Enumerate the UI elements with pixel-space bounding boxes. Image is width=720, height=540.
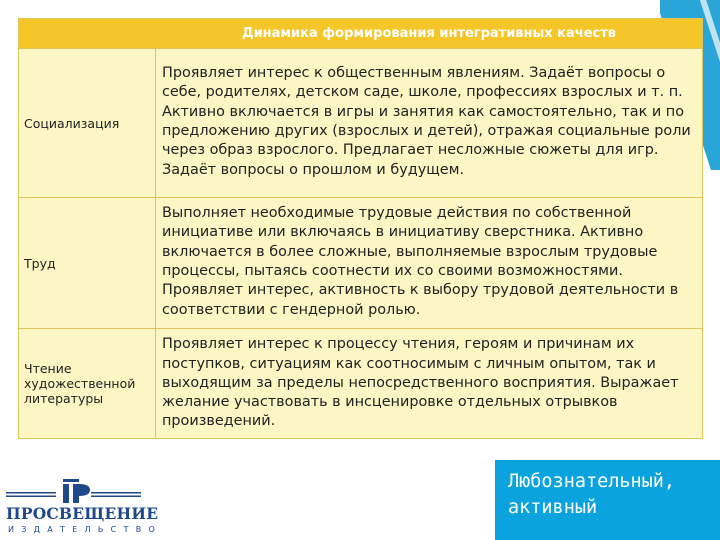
logo-emblem-icon — [61, 478, 91, 504]
qualities-table — [18, 18, 703, 439]
row-label: Социализация — [19, 49, 156, 198]
row-label: Труд — [19, 198, 156, 329]
row-text: Выполняет необходимые трудовые действия по собственной инициативе или включаясь в инициативу сверстника. Активно включается в более сложные, выполняемые взрослым трудовые процессы, пытаясь соотнести их со своими возможностями. Проявляет интерес, активность к выбору трудовой деятельности в соответствии с гендерной ролью. — [156, 198, 703, 329]
table-row — [19, 49, 703, 198]
row-text: Проявляет интерес к общественным явлениям. Задаёт вопросы о себе, родителях, детском саде, школе, профессиях взрослых и т. п. Активно включается в игры и занятия как самостоятельно, так и по предложению других (взрослых и детей), отражая социальные роли через образ взрослого. Предлагает несложные сюжеты для игр. Задаёт вопросы о прошлом и будущем. — [156, 49, 703, 198]
table-header: Динамика формирования интегративных качеств — [156, 19, 703, 49]
callout-text — [508, 469, 675, 521]
callout-line-2: активный — [508, 497, 598, 518]
row-text: Проявляет интерес к процессу чтения, героям и причинам их поступков, ситуациям как соотносимым с личным опытом, так и выходящим за пределы непосредственного восприятия. Выражает желание участвовать в инсценировке отдельных отрывков произведений. — [156, 329, 703, 439]
header-empty-cell — [19, 19, 156, 49]
table-row — [19, 198, 703, 329]
row-label: Чтение художественной литературы — [19, 329, 156, 439]
logo-name: ПРОСВЕЩЕНИЕ — [6, 504, 159, 523]
publisher-logo — [6, 478, 163, 538]
callout-box — [495, 460, 720, 540]
table-header-row — [19, 19, 703, 49]
callout-line-1: Любознательный, — [508, 471, 676, 492]
table-row — [19, 329, 703, 439]
logo-subtitle: ИЗДАТЕЛЬСТВО — [8, 525, 163, 534]
